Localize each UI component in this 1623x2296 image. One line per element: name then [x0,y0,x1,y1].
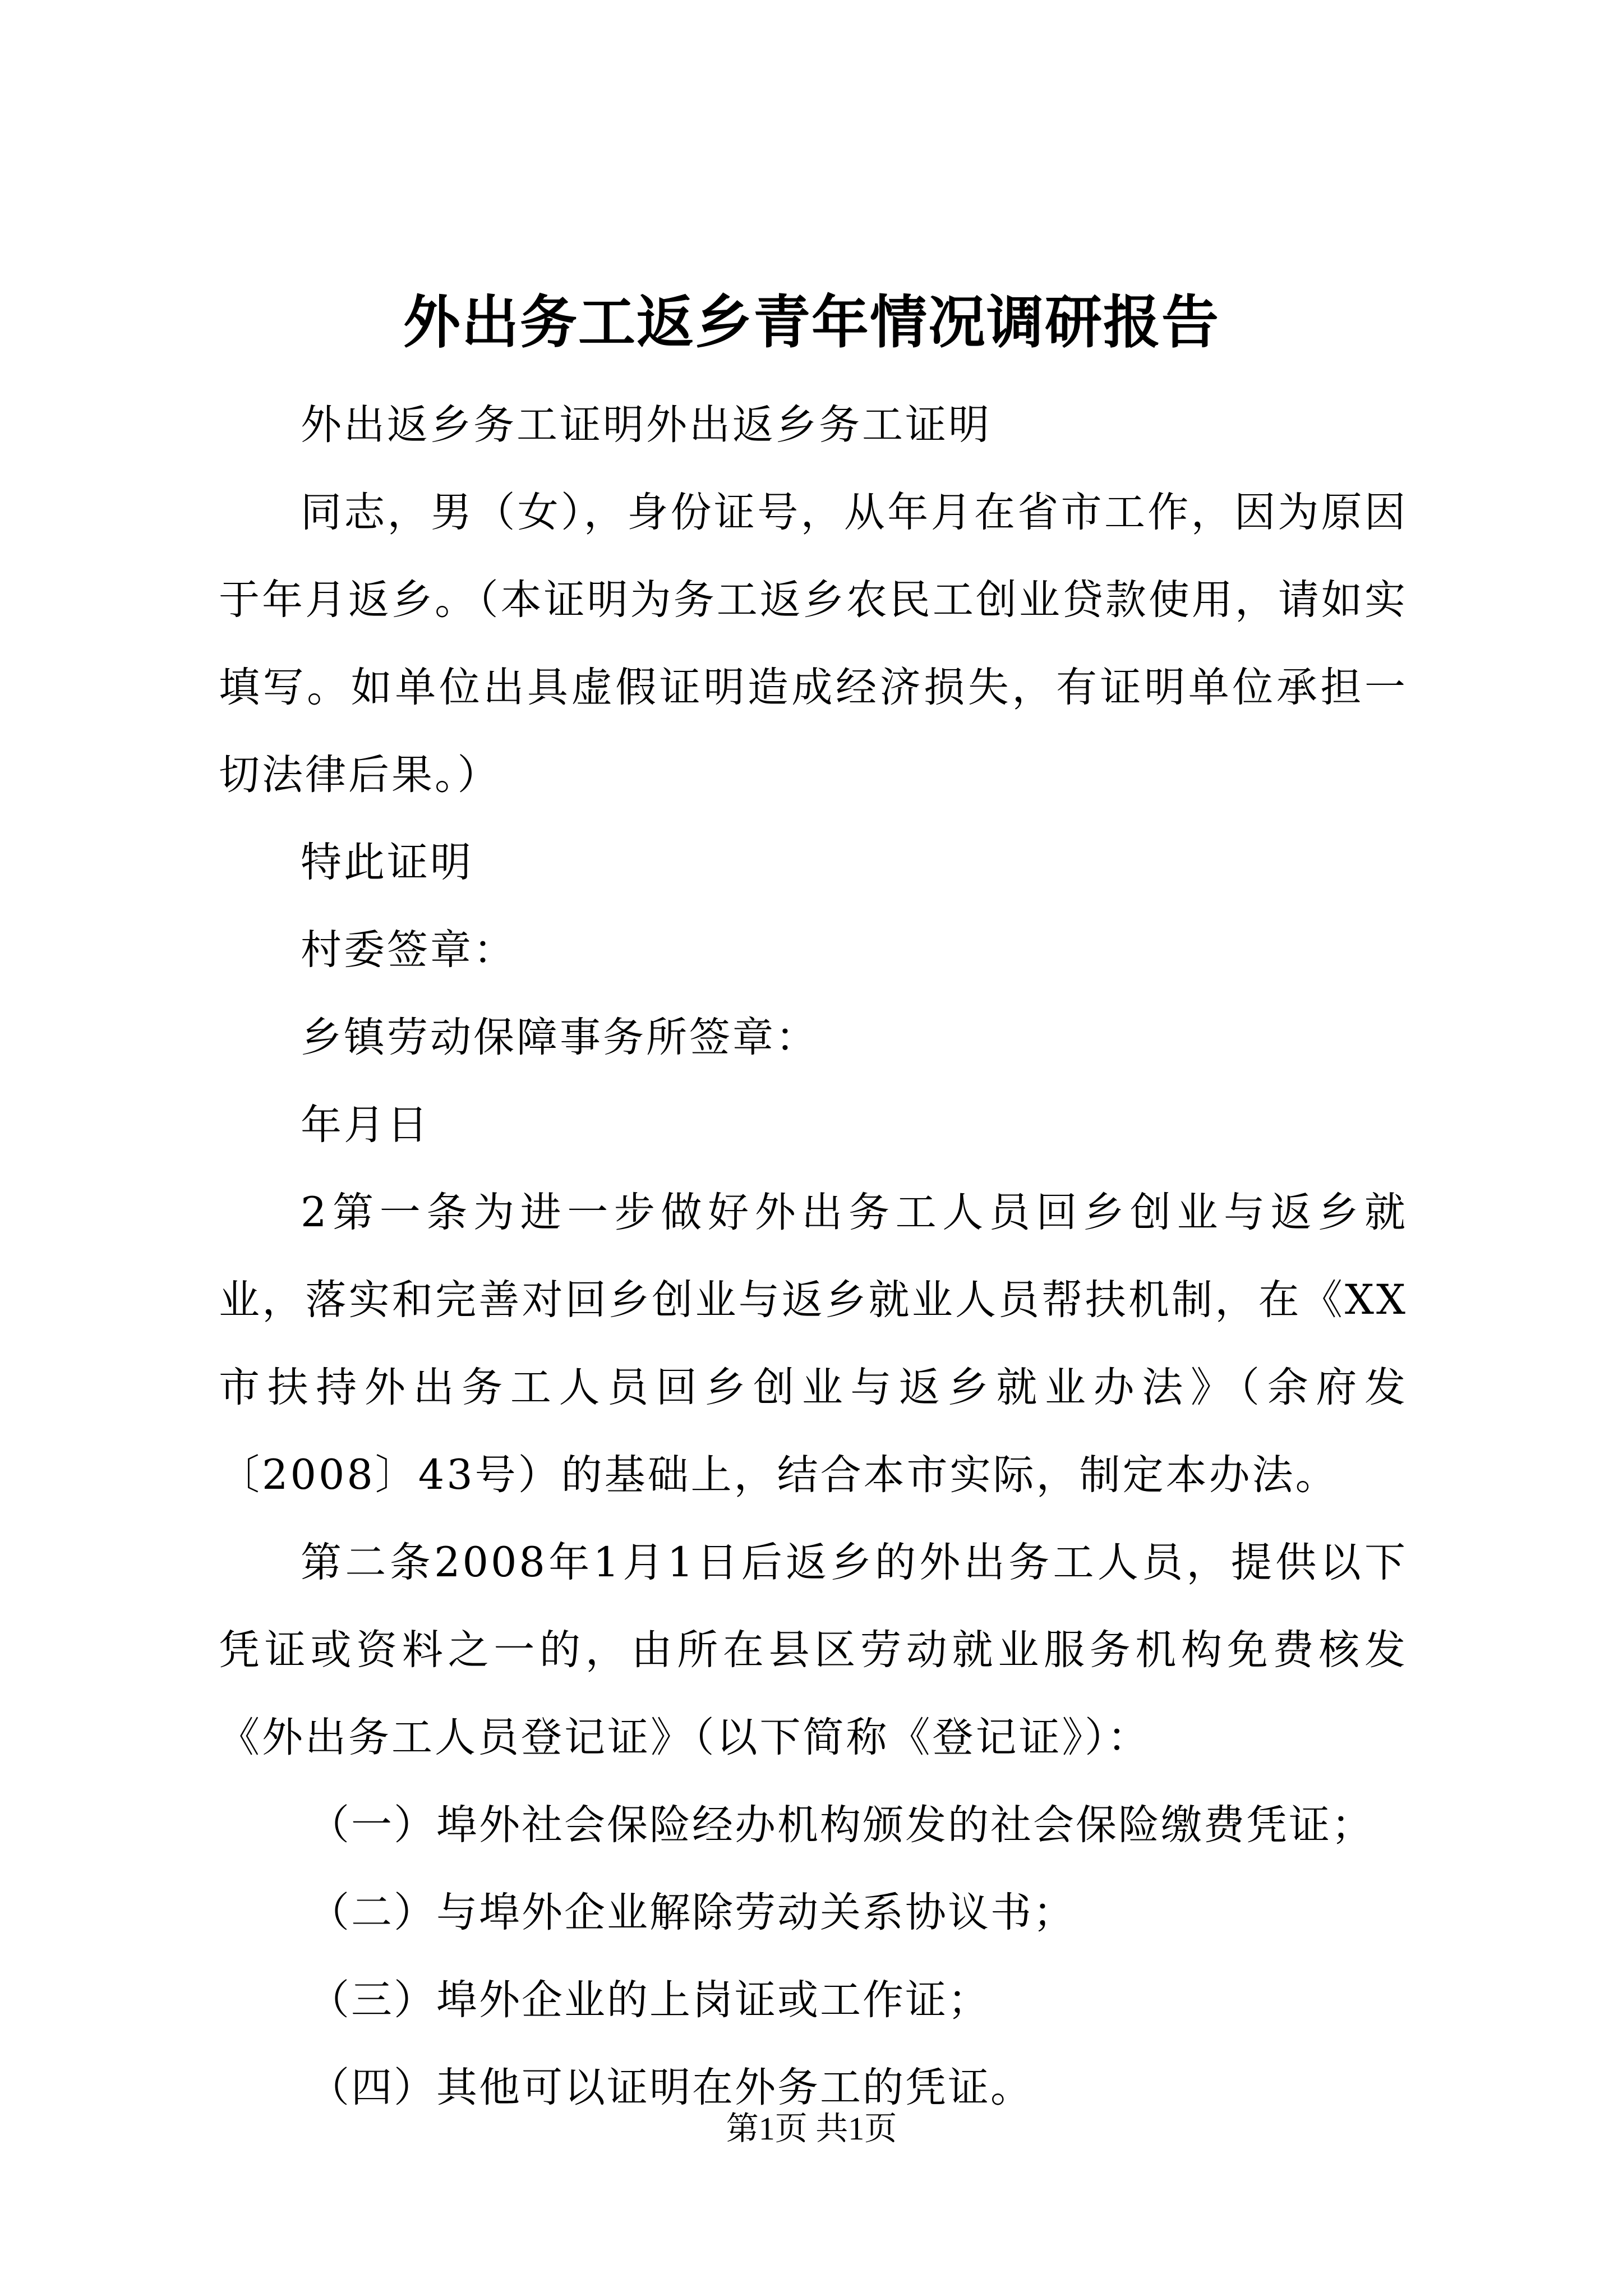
paragraph-labor-office-seal: 乡镇劳动保障事务所签章： [301,1014,819,1061]
page-number-footer: 第1页 共1页 [726,2110,897,2147]
paragraph-date-line: 年月日 [301,1101,430,1149]
paragraph-hereby-certify: 特此证明 [301,839,473,886]
paragraph-certificate-body: 同志，男（女），身份证号，从年月在省市工作，因为原因于年月返乡。（本证明为务工返乡农民工创业贷款使用，请如实填写。如单位出具虚假证明造成经济损失，有证明单位承担一切法律后果。） [219,489,1408,799]
document-body [219,381,1408,2132]
paragraph-article-two: 第二条2008年1月1日后返乡的外出务工人员，提供以下凭证或资料之一的，由所在县区劳动就业服务机构免费核发《外出务工人员登记证》（以下简称《登记证》）： [219,1539,1408,1761]
document-title: 外出务工返乡青年情况调研报告 [403,289,1220,356]
paragraph-article-one: 2第一条为进一步做好外出务工人员回乡创业与返乡就业，落实和完善对回乡创业与返乡就业人员帮扶机制，在《XX市扶持外出务工人员回乡创业与返乡就业办法》（余府发〔2008〕43号）的基础上，结合本市实际，制定本办法。 [219,1189,1408,1499]
list-item-three: （三）埠外企业的上岗证或工作证； [308,1976,990,2024]
list-item-one: （一）埠外社会保险经办机构颁发的社会保险缴费凭证； [308,1801,1374,1849]
paragraph-village-seal: 村委签章： [301,926,517,974]
list-item-two: （二）与埠外企业解除劳动关系协议书； [308,1889,1076,1936]
paragraph-certificate-heading: 外出返乡务工证明外出返乡务工证明 [301,401,992,449]
list-item-four: （四）其他可以证明在外务工的凭证。 [308,2064,1033,2111]
